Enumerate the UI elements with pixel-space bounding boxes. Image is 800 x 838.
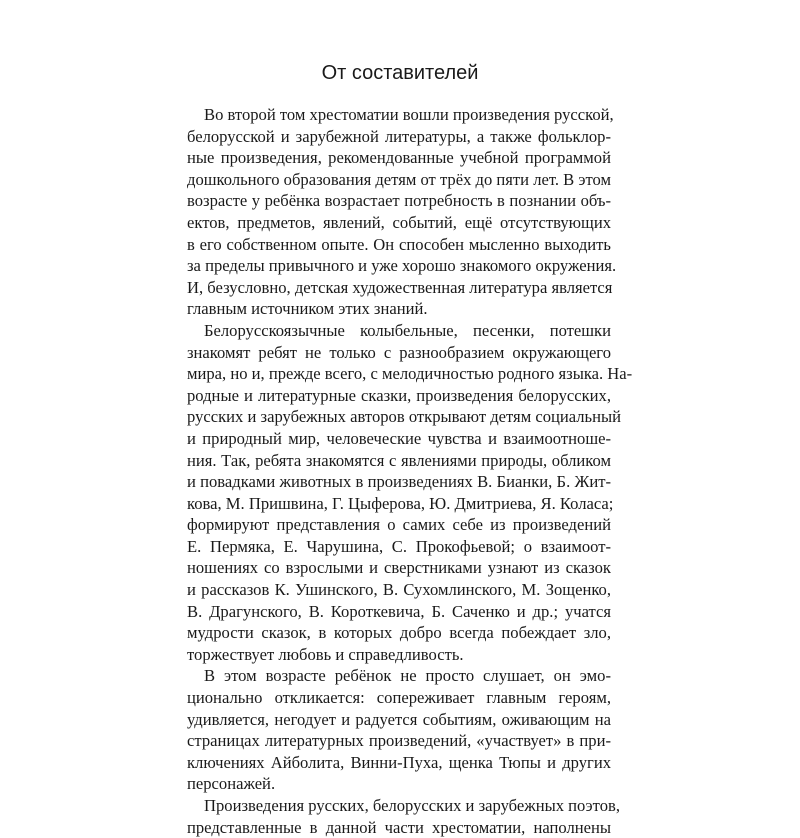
text-line: русских и зарубежных авторов открывают детям социальный [187, 407, 622, 427]
text-line: знакомят ребят не только с разнообразием окружающего [187, 342, 611, 362]
text-line: и природный мир, человеческие чувства и взаимоотноше- [187, 428, 611, 448]
text-line: удивляется, негодует и радуется событиям, оживающим на [187, 709, 611, 729]
text-line: Во второй том хрестоматии вошли произведения русской, [204, 105, 614, 124]
text-line: представленные в данной части хрестоматии, наполнены [187, 817, 611, 837]
text-line: персонажей. [187, 774, 276, 794]
text-line: И, безусловно, детская художественная литература является [187, 277, 613, 297]
text-line: Белорусскоязычные колыбельные, песенки, потешки [204, 320, 611, 340]
body-text [187, 104, 633, 838]
text-line: в его собственном опыте. Он способен мысленно выходить [187, 234, 611, 254]
text-line: ционально откликается: сопереживает главным героям, [187, 688, 611, 708]
text-line: В этом возрасте ребёнок не просто слушает, он эмо- [204, 666, 611, 686]
text-line: родные и литературные сказки, произведения белорусских, [187, 385, 611, 405]
text-line: главным источником этих знаний. [187, 299, 428, 319]
paragraph [187, 795, 620, 838]
text-line: ключениях Айболита, Винни-Пуха, щенка Тюпы и других [187, 752, 611, 772]
paragraph [187, 665, 611, 795]
text-line: за пределы привычного и уже хорошо знакомого окружения. [187, 256, 617, 276]
text-line: мудрости сказок, в которых добро всегда побеждает зло, [187, 623, 611, 643]
text-line: Произведения русских, белорусских и зарубежных поэтов, [204, 796, 620, 815]
text-line: возрасте у ребёнка возрастает потребность в познании объ- [187, 191, 611, 211]
text-line: и повадками животных в произведениях В. Бианки, Б. Жит- [187, 472, 611, 492]
text-line: и рассказов К. Ушинского, В. Сухомлинского, М. Зощенко, [187, 580, 611, 600]
text-line: В. Драгунского, В. Короткевича, Б. Саченко и др.; учатся [187, 601, 611, 621]
text-line: кова, М. Пришвина, Г. Цыферова, Ю. Дмитриева, Я. Коласа; [187, 493, 614, 513]
page-title: От составителей [321, 62, 479, 84]
text-line: дошкольного образования детям от трёх до пяти лет. В этом [187, 169, 611, 189]
text-line: Е. Пермяка, Е. Чарушина, С. Прокофьевой; о взаимоот- [187, 536, 611, 556]
text-line: страницах литературных произведений, «участвует» в при- [187, 731, 611, 751]
text-line: формируют представления о самих себе из произведений [187, 515, 611, 535]
text-line: ношениях со взрослыми и сверстниками узнают из сказок [187, 558, 611, 578]
paragraph [187, 104, 617, 320]
paragraph [187, 320, 633, 666]
text-line: торжествует любовь и справедливость. [187, 644, 464, 664]
text-line: ектов, предметов, явлений, событий, ещё отсутствующих [187, 212, 611, 232]
text-line: мира, но и, прежде всего, с мелодичностью родного языка. На- [187, 364, 633, 384]
text-line: ные произведения, рекомендованные учебной программой [187, 148, 611, 168]
text-line: белорусской и зарубежной литературы, а также фольклор- [187, 126, 611, 146]
text-line: ния. Так, ребята знакомятся с явлениями природы, обликом [187, 450, 611, 470]
